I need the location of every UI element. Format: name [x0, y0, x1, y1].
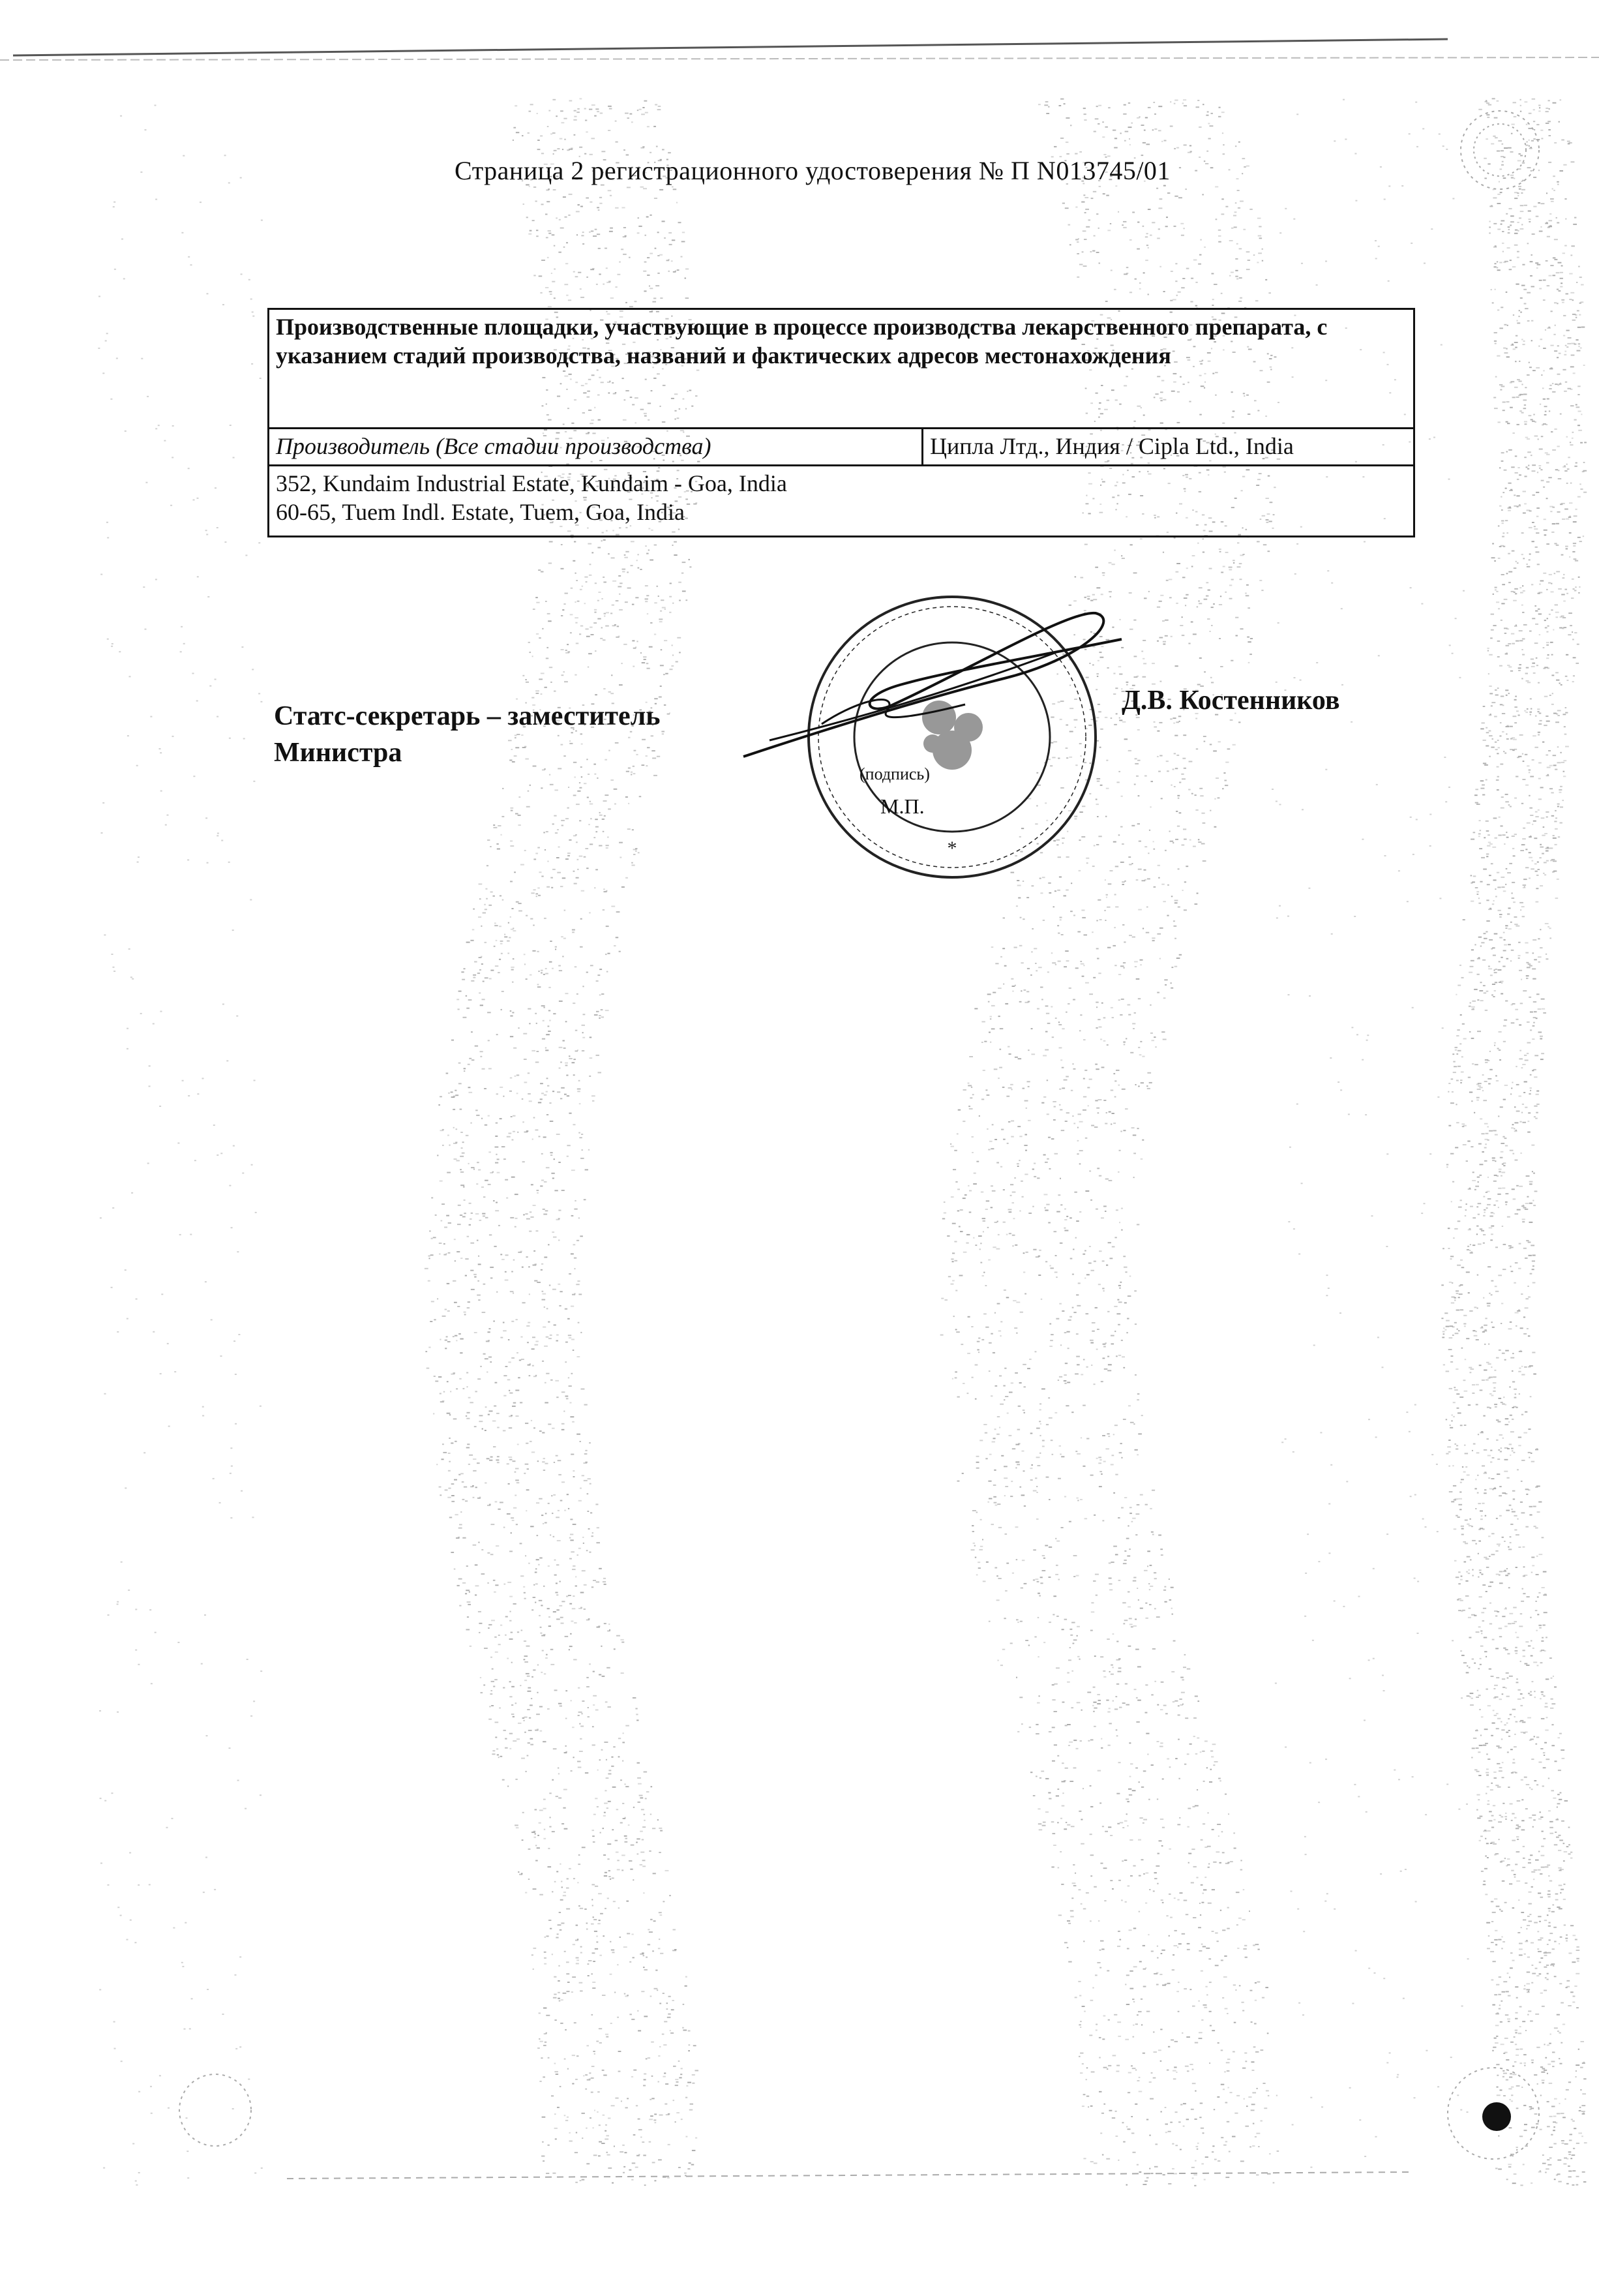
corner-dot: [1482, 2102, 1511, 2131]
manufacturer-addresses: [269, 466, 1414, 537]
signer-position-line-2: Министра: [274, 738, 402, 768]
manufacturer-role: Производитель (Все стадии производства): [269, 429, 923, 466]
table-heading: Производственные площадки, участвующие в процессе производства лекарственного препарата, с указанием стадий производства, названий и фактических адресов местонахождения: [269, 309, 1414, 429]
stamp-mark: М.П.: [880, 794, 925, 818]
signer-position-line-1: Статс-секретарь – заместитель: [274, 701, 661, 731]
page-header-text: Страница 2 регистрационного удостоверения № П N013745/01: [455, 156, 1171, 185]
handwritten-signature: [730, 600, 1135, 770]
signer-position: [274, 698, 660, 771]
table-row: [269, 466, 1414, 537]
production-sites-table: [267, 308, 1415, 537]
signer-name: Д.В. Костенников: [1122, 686, 1340, 716]
address-line: 60-65, Tuem Indl. Estate, Tuem, Goa, India: [276, 499, 685, 525]
table-row: [269, 429, 1414, 466]
table-heading-row: [269, 309, 1414, 429]
signature-caption: (подпись): [859, 764, 930, 783]
manufacturer-company: Ципла Лтд., Индия / Cipla Ltd., India: [923, 429, 1414, 466]
address-line: 352, Kundaim Industrial Estate, Kundaim - Goa, India: [276, 470, 787, 496]
page-header: [0, 155, 1599, 186]
